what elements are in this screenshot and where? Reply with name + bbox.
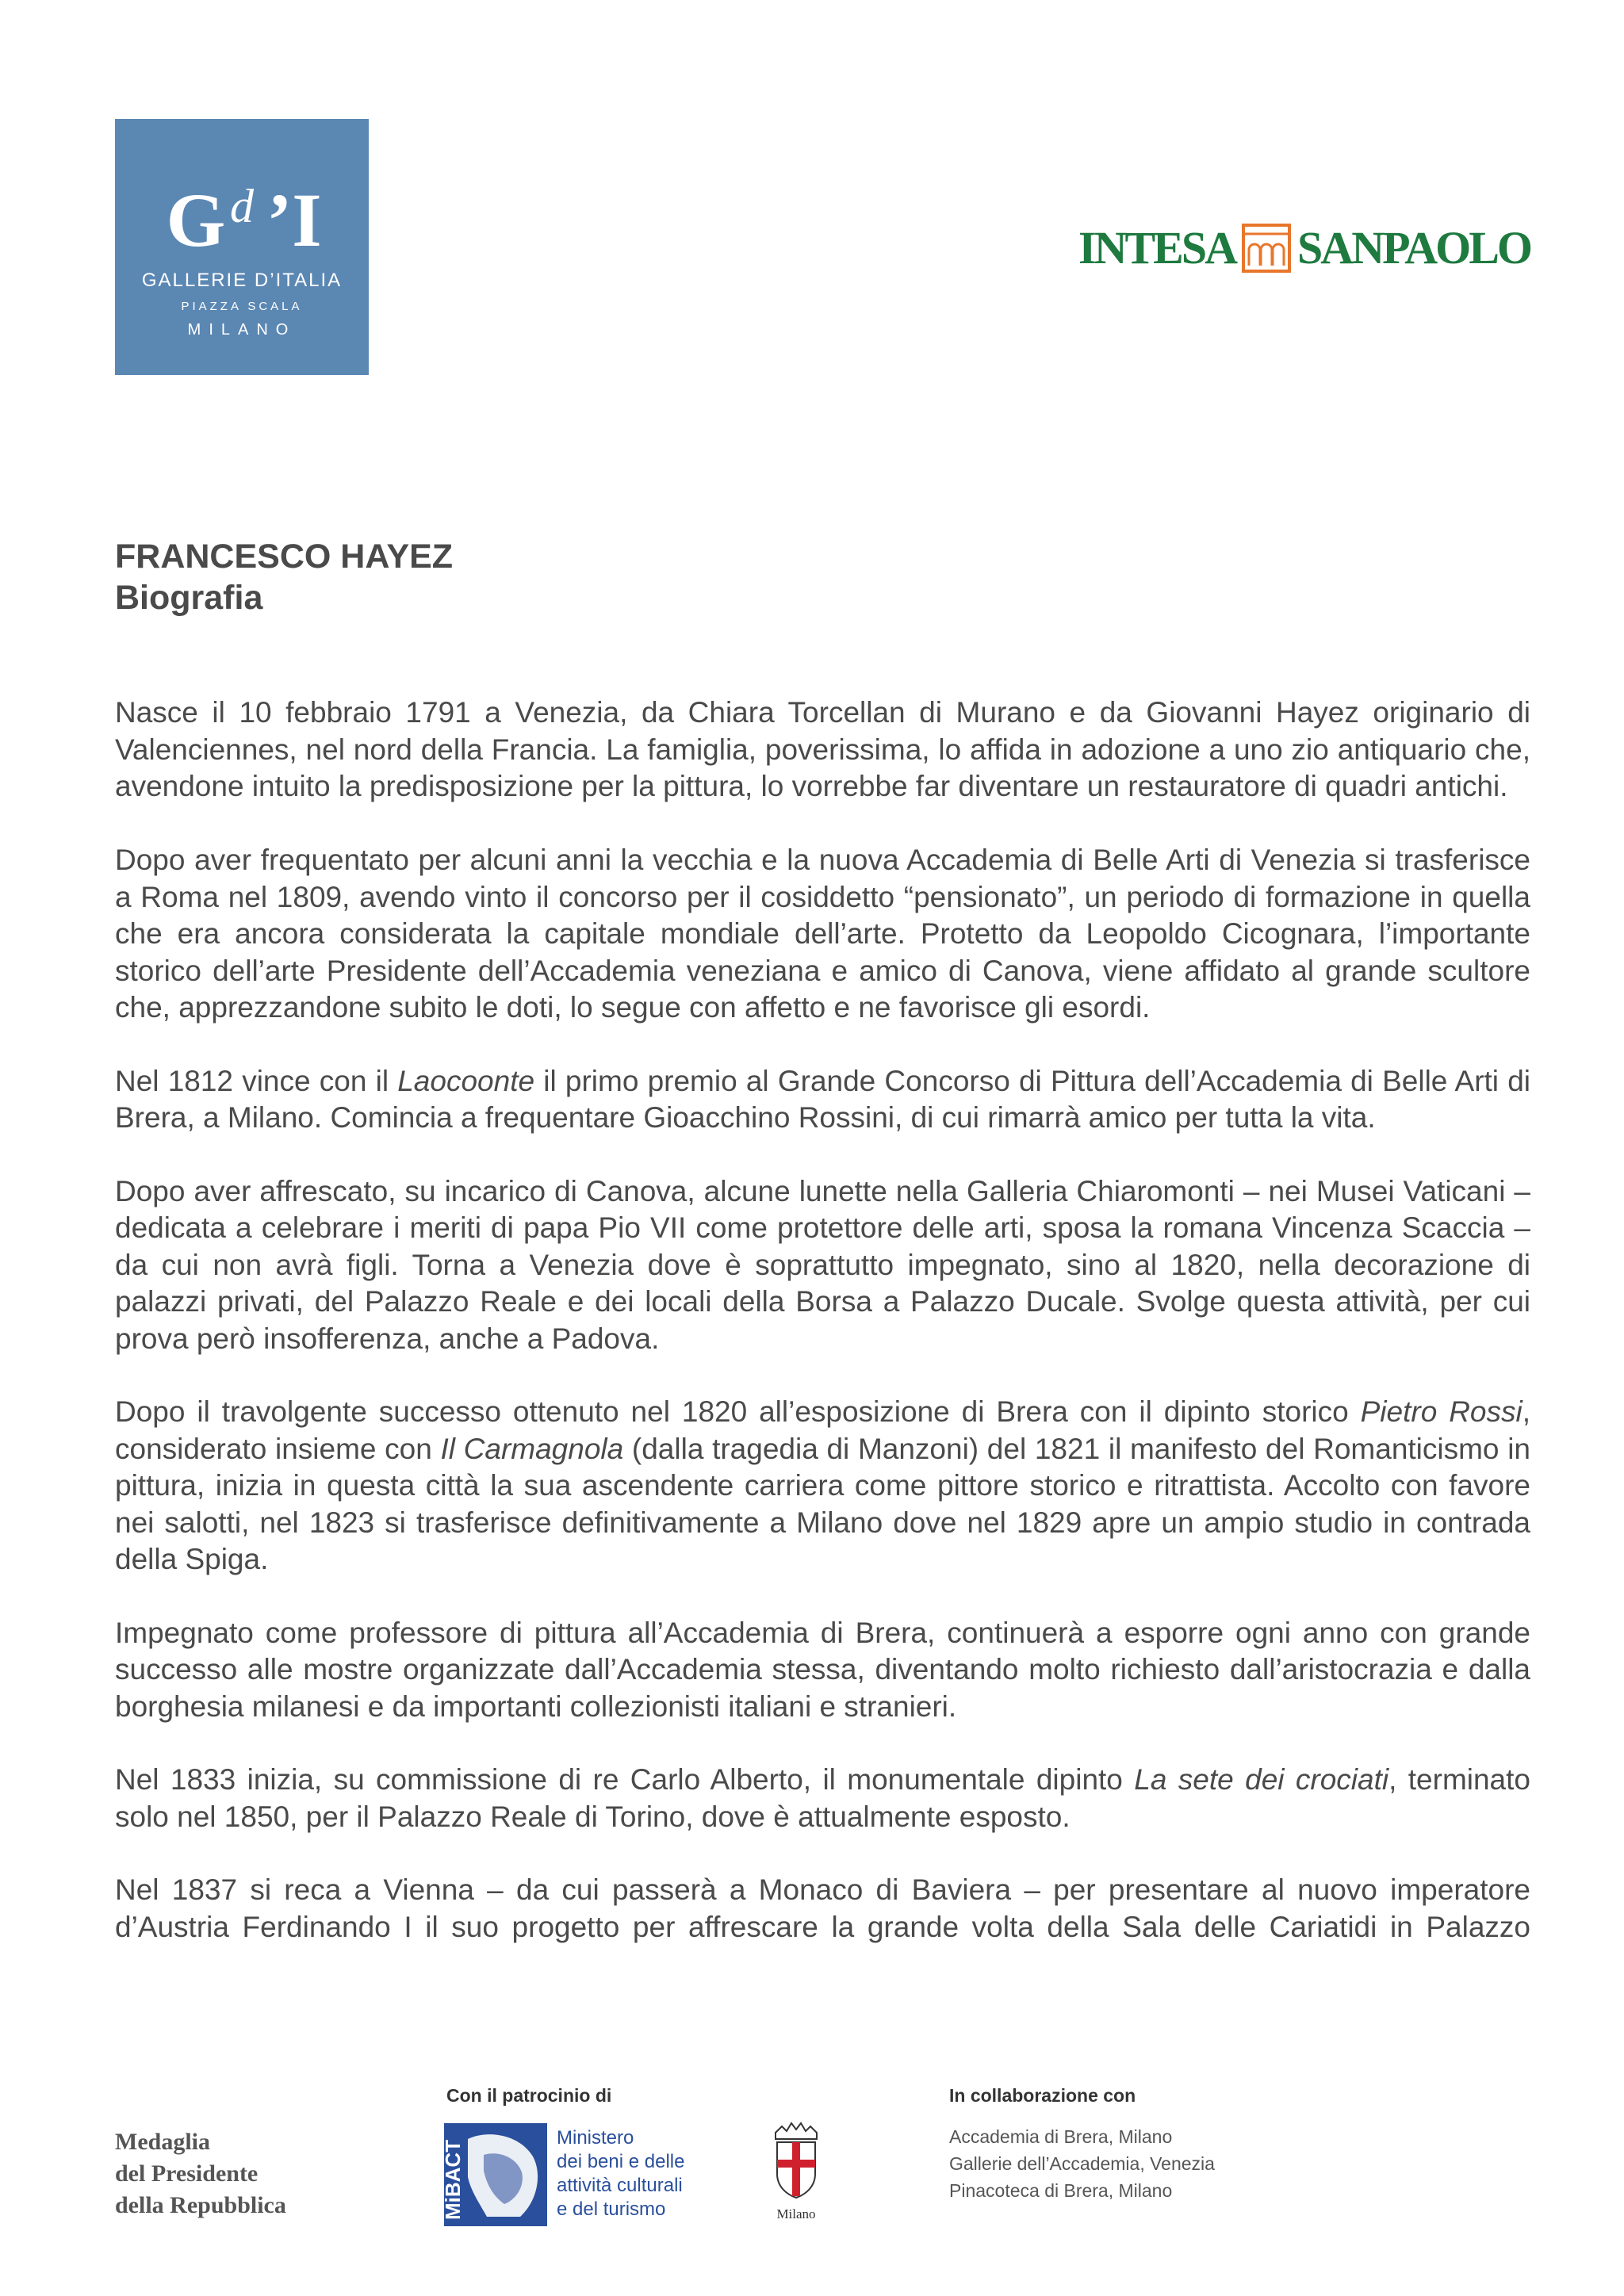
collab-item: Gallerie dell’Accademia, Venezia [949,2153,1215,2174]
ministero-line-1: Ministero [557,2127,634,2149]
paragraph-6: Impegnato come professore di pittura all’Accademia di Brera, continuerà a esporre ogni anno con grande successo alle mostre organizzate dall’Accademia stessa, diventando molto richiesto dall’aristocrazia e dalla borghesia milanesi e da importanti collezionisti italiani e stranieri. [115,1616,1530,1723]
paragraph-4: Dopo aver affrescato, su incarico di Canova, alcune lunette nella Galleria Chiaromonti – nei Musei Vaticani – dedicata a celebrare i meriti di papa Pio VII come protettore delle arti, sposa la romana Vincenza Scaccia – da cui non avrà figli. Torna a Venezia dove è soprattutto impegnato, sino al 1820, nella decorazione di palazzi privati, del Palazzo Reale e dei locali della Borsa a Palazzo Ducale. Svolge questa attività, per cui prova però insofferenza, anche a Padova. [115,1174,1530,1355]
intesa-arch-icon [1241,223,1292,274]
page-subtitle: Biografia [115,579,263,617]
title-block [115,536,453,618]
paragraph-3-part-b: il primo premio al Grande Concorso di Pittura dell’Accademia di Belle Arti di Brera, a Milano. Comincia a frequentare Gioacchino Rossini, di cui rimarrà amico per tutta la vita. [115,1064,1530,1134]
mibact-logo-text: MiBACT [441,2139,465,2220]
ministero-text [557,2126,684,2221]
ministero-line-2: dei beni e delle [557,2151,685,2172]
work-title-pietro-rossi: Pietro Rossi [1360,1395,1522,1428]
gdi-monogram-i: ’I [266,178,322,262]
milano-label: Milano [776,2206,816,2221]
medaglia-line-1: Medaglia [115,2129,210,2155]
work-title-il-carmagnola: Il Carmagnola [440,1432,624,1465]
ministero-line-3: attività culturali [557,2175,683,2196]
biography-text [115,695,1530,1982]
collaborazione-list [949,2123,1215,2204]
intesa-word: INTESA [1078,222,1235,274]
gdi-monogram-d: d [230,180,254,232]
gdi-city: MILANO [187,321,297,339]
gdi-subtitle: PIAZZA SCALA [181,300,303,313]
page-title: FRANCESCO HAYEZ [115,538,454,576]
comune-milano-crest [768,2118,825,2226]
ministero-line-4: e del turismo [557,2198,666,2220]
paragraph-5-part-b: , considerato insieme con [115,1395,1531,1465]
paragraph-5-part-a: Dopo il travolgente successo ottenuto nel 1820 all’esposizione di Brera con il dipinto storico [115,1395,1361,1428]
collaborazione-label: In collaborazione con [949,2085,1136,2106]
intesa-sanpaolo-logo [1078,220,1530,276]
patrocinio-label: Con il patrocinio di [446,2085,612,2106]
medaglia-line-3: della Repubblica [115,2192,286,2218]
gdi-name: GALLERIE D’ITALIA [141,270,343,291]
medaglia-line-2: del Presidente [115,2160,259,2187]
medaglia-presidente [115,2126,353,2221]
paragraph-3 [115,1063,1530,1137]
mibact-logo [441,2123,698,2226]
work-title-laocoonte: Laocoonte [397,1064,535,1097]
gdi-monogram-g: G [166,178,226,262]
gdi-monogram [115,178,369,270]
paragraph-5-part-c: (dalla tragedia di Manzoni) del 1821 il manifesto del Romanticismo in pittura, inizia in questa città la sua ascendente carriera come pittore storico e ritrattista. Accolto con favore nei salotti, nel 1823 si trasferisce definitivamente a Milano dove nel 1829 apre un ampio studio in contrada della Spiga. [115,1432,1530,1575]
milano-crest-icon [771,2118,822,2201]
sanpaolo-word: SANPAOLO [1297,222,1530,274]
collab-item: Pinacoteca di Brera, Milano [949,2180,1173,2201]
paragraph-3-part-a: Nel 1812 vince con il [115,1064,398,1097]
paragraph-5 [115,1394,1530,1578]
collab-item: Accademia di Brera, Milano [949,2126,1173,2147]
paragraph-1: Nasce il 10 febbraio 1791 a Venezia, da Chiara Torcellan di Murano e da Giovanni Hayez originario di Valenciennes, nel nord della Francia. La famiglia, poverissima, lo affida in adozione a uno zio antiquario che, avendone intuito la predisposizione per la pittura, lo vorrebbe far diventare un restauratore di quadri antichi. [115,696,1530,802]
paragraph-8: Nel 1837 si reca a Vienna – da cui passerà a Monaco di Baviera – per presentare al nuovo imperatore d’Austria Ferdinando I il suo progetto per affrescare la grande volta della Sala delle Cariatidi in Palazzo [115,1873,1530,1943]
paragraph-2: Dopo aver frequentato per alcuni anni la vecchia e la nuova Accademia di Belle Arti di Venezia si trasferisce a Roma nel 1809, avendo vinto il concorso per il cosiddetto “pensionato”, un periodo di formazione in quella che era ancora considerata la capitale mondiale dell’arte. Protetto da Leopoldo Cicognara, l’importante storico dell’arte Presidente dell’Accademia veneziana e amico di Canova, viene affidato al grande scultore che, apprezzandone subito le doti, lo segue con affetto e ne favorisce gli esordi. [115,844,1530,1024]
paragraph-7 [115,1762,1530,1835]
paragraph-7-part-b: , terminato solo nel 1850, per il Palazzo Reale di Torino, dove è attualmente esposto. [115,1763,1530,1833]
paragraph-7-part-a: Nel 1833 inizia, su commissione di re Carlo Alberto, il monumentale dipinto [115,1763,1135,1796]
work-title-la-sete-dei-crociati: La sete dei crociati [1134,1763,1389,1796]
mibact-icon [441,2123,547,2226]
gallerie-ditalia-logo [115,119,369,375]
